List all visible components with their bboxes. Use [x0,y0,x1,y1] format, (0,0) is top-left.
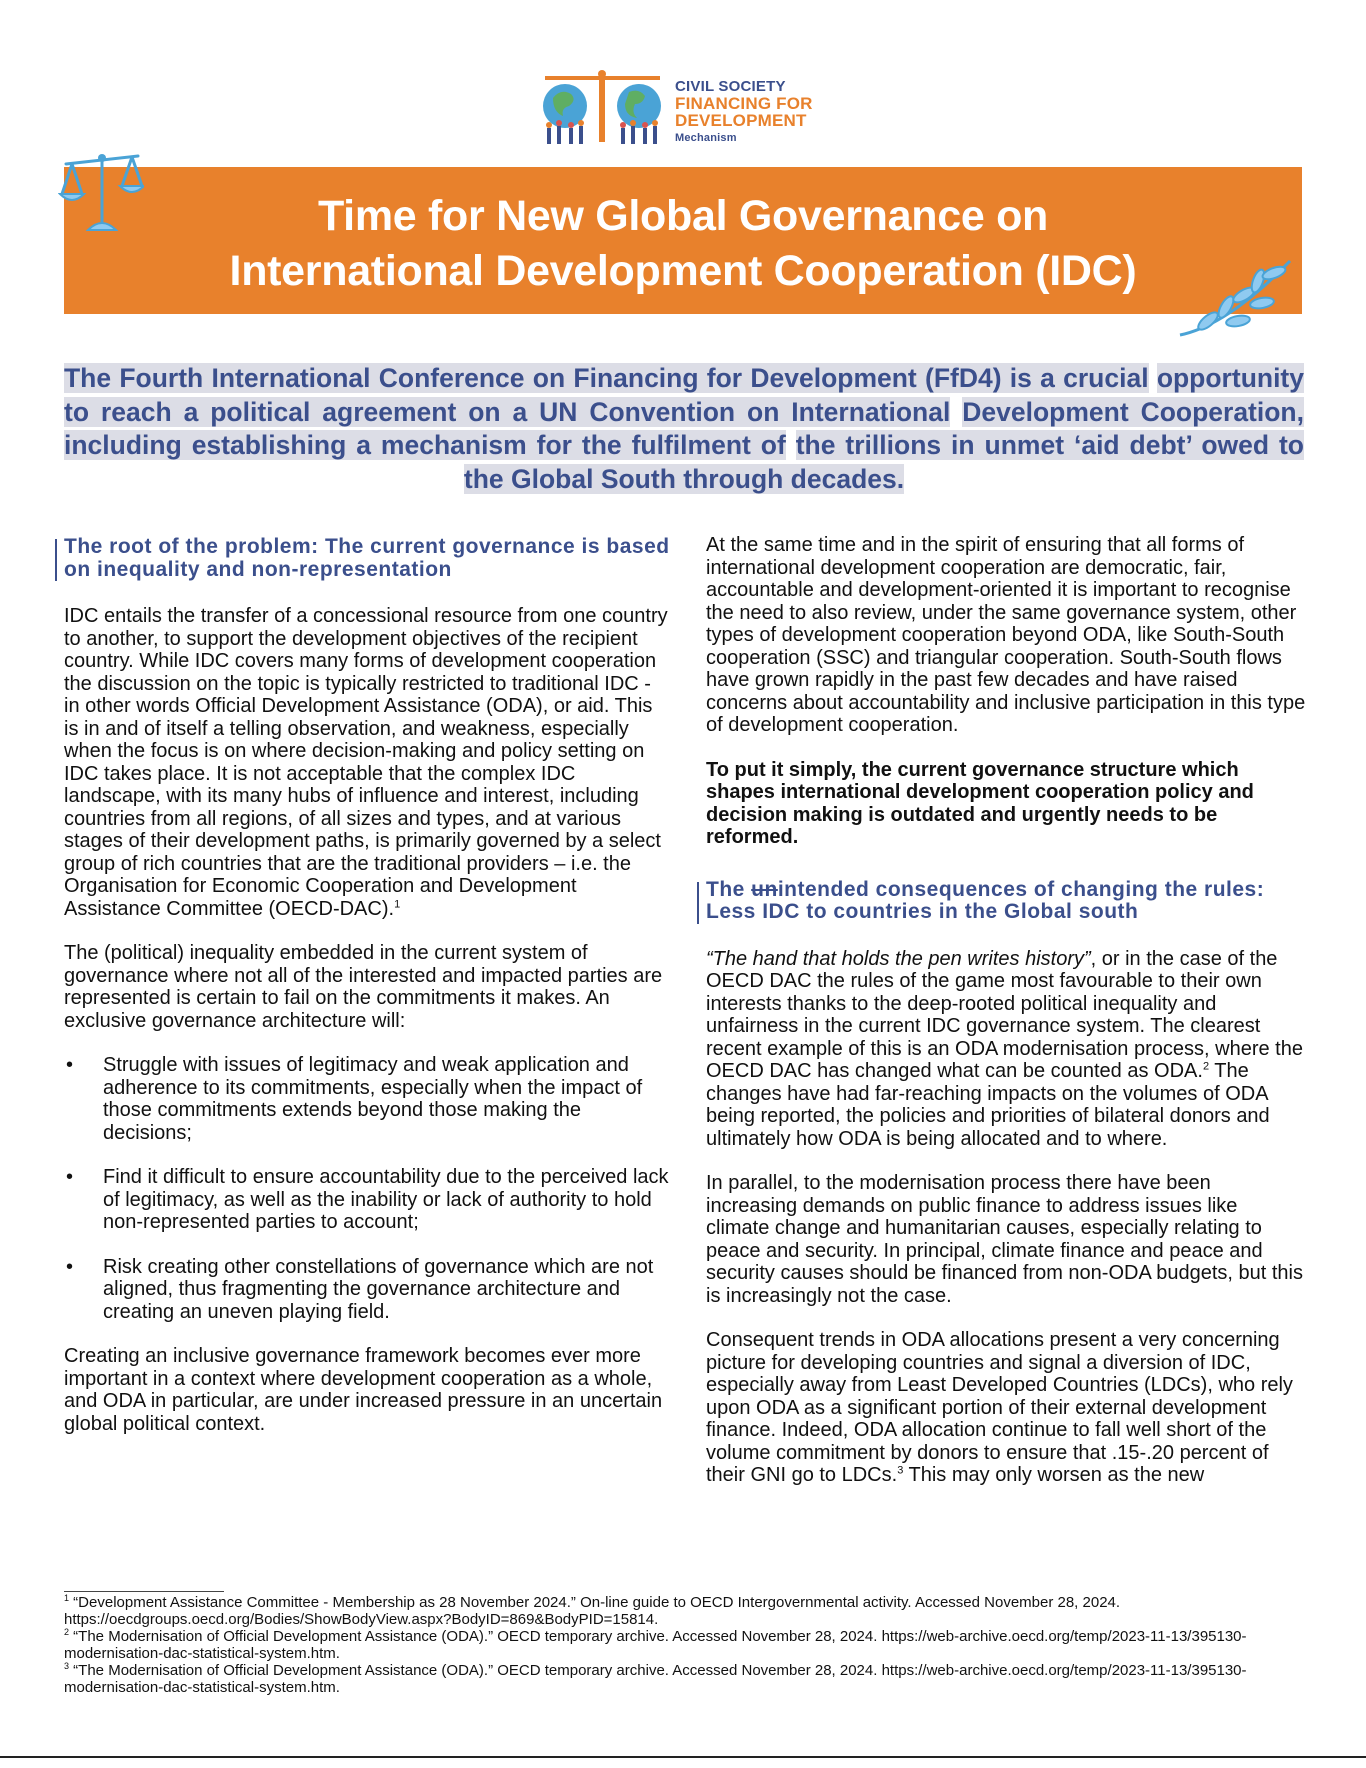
logo-text-civil-society: CIVIL SOCIETY [675,78,786,95]
title-banner [64,167,1302,314]
section-heading-text: The [706,877,752,901]
section-heading-root-of-problem [64,536,670,581]
key-statement: To put it simply, the current governance structure which shapes international development cooperation policy and decision making is outdated and urgently needs to be reformed. [706,758,1254,848]
paragraph-text: Consequent trends in ODA allocations present a very concerning picture for developing countries and signal a diversion of IDC, especially away from Least Developed Countries (LDCs), who rely upon ODA as a significant portion of their external development finance. Indeed, ODA allocation continue to fall well short of the volume commitment by donors to ensure that .15-.20 percent of their GNI go to LDCs. [706,1329,1293,1486]
section-heading-text: intended consequences of changing the rules: Less IDC to countries in the Global south [706,877,1265,923]
logo-text-financing-for: FINANCING FOR [675,94,813,113]
page-title [64,189,1302,299]
logo [535,70,845,150]
heading-accent-bar [697,882,699,924]
footnote-number: 3 [64,1661,70,1671]
list-item [64,1166,670,1234]
footnotes [64,1594,1304,1696]
heading-accent-bar [55,539,57,581]
list-item-text: Struggle with issues of legitimacy and weak application and adherence to its commitments, especially when the impact of those commitments extends beyond those making the decisions; [103,1054,643,1144]
intro-line: the trillions in unmet ‘aid debt’ owed to the Global South through decades. [463,430,1304,494]
page-title-line-2: International Development Cooperation (IDC) [229,247,1137,295]
globes-scale-logo-icon [535,70,670,150]
logo-text-mechanism: Mechanism [675,132,737,144]
list-item [64,1054,670,1144]
list-item-text: Risk creating other constellations of governance which are not aligned, thus fragmenting the governance architecture and creating an uneven playing field. [103,1255,654,1323]
intro-line: The Fourth International Conference on Financing for Development (FfD4) is a crucial [64,363,1149,393]
paragraph: At the same time and in the spirit of ensuring that all forms of international development cooperation are democratic, fair, accountable and development-oriented it is important to recognise the need to also review, under the same governance system, other types of development cooperation beyond ODA, like South-South cooperation (SSC) and triangular cooperation. South-South flows have grown rapidly in the past few decades and have raised concerns about accountability and inclusive participation in this type of development cooperation. [706,534,1306,736]
footnote-ref[interactable]: 1 [394,897,401,910]
bullet-icon: • [66,1054,74,1076]
logo-text-development: DEVELOPMENT [675,111,807,130]
footnote-text: “The Modernisation of Official Development Assistance (ODA).” OECD temporary archive. Accessed November 28, 2024. https://web-archive.oecd.org/temp/2023-11-13/395130-modernisation-dac-statistical-system.htm. [64,1662,1247,1696]
footnote [64,1628,1304,1662]
list-item-text: Find it difficult to ensure accountability due to the perceived lack of legitimacy, as well as the inability or lack of authority to hold non-represented parties to account; [103,1166,669,1233]
footnote-text: “Development Assistance Committee - Membership as 28 November 2024.” On-line guide to OECD Intergovernmental activity. Accessed November 28, 2024. https://oecdgroups.oecd.org/Bodies/ShowBodyView.aspx?BodyID=869&BodyPID=15814. [64,1594,1121,1628]
right-column [706,534,1306,1509]
olive-branch-icon [1178,255,1298,345]
quote-text: “The hand that holds the pen writes history” [706,947,1091,970]
bullet-icon: • [66,1166,74,1188]
paragraph [64,605,670,920]
page-bottom-rule [0,1756,1366,1758]
bullet-icon: • [66,1255,74,1278]
list-item [64,1256,670,1324]
footnote-number: 2 [64,1627,70,1637]
intro-line: opportunity to reach a political agreement on a UN Convention on International [64,363,1304,427]
footnote-ref[interactable]: 3 [897,1464,904,1477]
scales-of-justice-icon [58,150,144,236]
section-heading-unintended-consequences [706,879,1306,924]
section-heading-text: The root of the problem: The current governance is based on inequality and non-representation [64,535,670,581]
footnote [64,1594,1304,1628]
page-title-line-1: Time for New Global Governance on [317,192,1049,240]
footnote-number: 1 [64,1593,70,1603]
section-heading-strikethrough: un [751,877,778,901]
paragraph-text: IDC entails the transfer of a concessional resource from one country to another, to support the development objectives of the recipient country. While IDC covers many forms of development cooperation the discussion on the topic is typically restricted to traditional IDC - in other words Official Development Assistance (ODA), or aid. This is in and of itself a telling observation, and weakness, especially when the focus is on where decision-making and policy setting on IDC takes place. It is not acceptable that the complex IDC landscape, with its many hubs of influence and interest, including countries from all regions, of all sizes and types, and at various stages of their development paths, is primarily governed by a select group of rich countries that are the traditional providers – i.e. the Organisation for Economic Cooperation and Development Assistance Committee (OECD-DAC). [64,605,668,920]
footnote-divider [64,1591,224,1592]
paragraph: Creating an inclusive governance framework becomes ever more important in a context where development cooperation as a whole, and ODA in particular, are under increased pressure in an uncertain global political context. [64,1345,663,1435]
paragraph: In parallel, to the modernisation process there have been increasing demands on public finance to address issues like climate change and humanitarian causes, especially relating to peace and security. In principal, climate finance and peace and security causes should be financed from non-ODA budgets, but this is increasingly not the case. [706,1172,1304,1307]
intro-line: Development Cooperation, including establishing a mechanism for the fulfilment of [64,396,1304,460]
paragraph: The (political) inequality embedded in the current system of governance where not all of the interested and impacted parties are represented is certain to fail on the commitments it makes. An exclusive governance architecture will: [64,942,663,1032]
footnote-ref[interactable]: 2 [1202,1060,1210,1073]
paragraph [706,1329,1306,1487]
paragraph-text: This may only worsen as the new [903,1464,1205,1486]
bullet-list [64,1054,670,1323]
footnote-text: “The Modernisation of Official Development Assistance (ODA).” OECD temporary archive. Accessed November 28, 2024. https://web-archive.oecd.org/temp/2023-11-13/395130-modernisation-dac-statistical-system.htm. [64,1628,1247,1662]
paragraph [706,948,1306,1151]
paragraph-text: , or in the case of the OECD DAC the rules of the game most favourable to their own interests thanks to the deep-rooted political inequality and unfairness in the current IDC governance system. The clearest recent example of this is an ODA modernisation process, where the OECD DAC has changed what can be counted as ODA. [706,947,1303,1082]
left-column [64,534,670,1457]
footnote [64,1662,1304,1696]
intro-statement [64,362,1304,496]
paragraph-text: The changes have had far-reaching impacts on the volumes of ODA being reported, the policies and priorities of bilateral donors and ultimately how ODA is being allocated and to where. [706,1060,1270,1150]
